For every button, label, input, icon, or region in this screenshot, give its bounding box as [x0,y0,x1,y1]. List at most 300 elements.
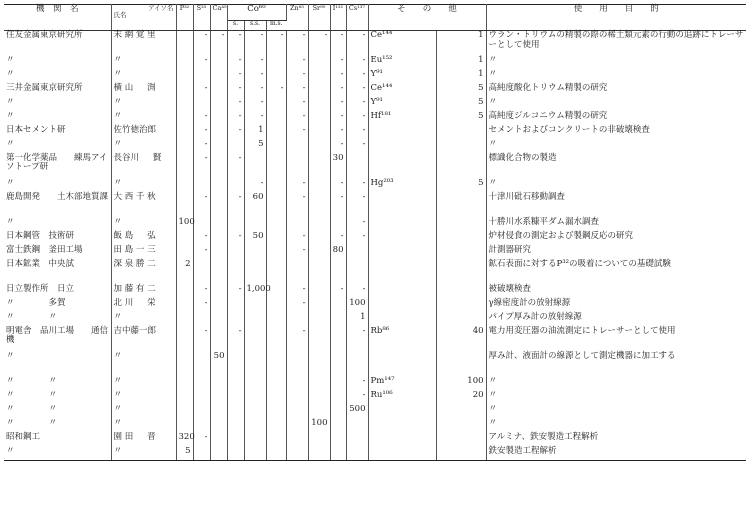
cs137-cell: - [346,84,368,98]
purpose-cell: セメントおよびコンクリートの非破壊検査 [488,124,650,135]
co-ms-cell [266,377,286,391]
sr90-cell [308,232,330,246]
co-ms-cell [266,126,286,140]
other-isotope-cell [368,126,436,140]
co-s-cell [227,313,244,327]
zn65-cell [286,419,308,433]
ca45-cell [210,140,227,154]
other-value-cell: 5 [436,179,486,193]
ca45-cell [210,154,227,179]
i131-cell [330,218,346,232]
cs137-cell: - [346,218,368,232]
sr90-cell [308,70,330,84]
other-isotope-cell [368,419,436,433]
other-value-cell: 5 [436,112,486,126]
i131-cell [330,377,346,391]
sr90-cell [308,299,330,313]
i131-cell: 80 [330,246,346,260]
sr90-cell [308,179,330,193]
ca45-cell [210,433,227,447]
header-co-s: s. [227,21,244,31]
table-row [4,31,746,56]
cs137-cell: - [346,56,368,70]
s35-cell: - [193,84,210,98]
co-ss-cell [244,218,266,232]
p32-cell: 320 [176,433,193,447]
co-ss-cell [244,327,266,352]
table-row [4,285,746,299]
purpose-cell: 厚み計、液面計の線源として測定機器に加工する [488,350,676,361]
co-ss-cell: - [244,112,266,126]
name-cell: 末 網 覚 里 [111,31,176,56]
co-ms-cell [266,433,286,447]
co-s-cell [227,447,244,461]
table-row [4,433,746,447]
co-s-cell: - [227,327,244,352]
other-isotope-cell: Y⁹¹ [368,70,436,84]
org-cell: 〃 [4,352,111,377]
table-row [4,419,746,433]
purpose-cell: アルミナ、鉄安製造工程解析 [488,431,599,442]
i131-cell: - [330,179,346,193]
header-other: そ の 他 [368,5,486,31]
s35-cell [193,179,210,193]
cs137-cell: 1 [346,313,368,327]
p32-cell [176,154,193,179]
zn65-cell: - [286,285,308,299]
zn65-cell [286,313,308,327]
other-isotope-cell [368,405,436,419]
co-s-cell: - [227,98,244,112]
other-isotope-cell [368,140,436,154]
s35-cell [193,391,210,405]
org-cell: 富士鉄鋼 釜田工場 [4,246,111,260]
table-row [4,352,746,377]
org-cell: 第一化学薬品 練馬アイソトープ研 [4,154,111,179]
i131-cell: 30 [330,154,346,179]
zn65-cell: - [286,232,308,246]
ca45-cell [210,84,227,98]
header-s35: S³⁵ [193,5,210,31]
p32-cell: 100 [176,218,193,232]
other-value-cell: 20 [436,391,486,405]
name-cell: 佐竹徳治郎 [111,126,176,140]
name-cell: 〃 [111,377,176,391]
sr90-cell [308,126,330,140]
p32-cell [176,391,193,405]
sr90-cell [308,391,330,405]
org-cell: 日本鋼管 技術研 [4,232,111,246]
zn65-cell: - [286,327,308,352]
cs137-cell [346,419,368,433]
purpose-cell: 〃 [488,177,498,188]
sr90-cell [308,84,330,98]
cs137-cell: - [346,31,368,56]
cs137-cell [346,246,368,260]
cs137-cell: - [346,98,368,112]
zn65-cell [286,140,308,154]
table-row [4,447,746,461]
org-cell: 〃 〃 [4,405,111,419]
org-cell: 〃 〃 [4,313,111,327]
i131-cell [330,352,346,377]
co-ss-cell: - [244,31,266,56]
co-s-cell: - [227,232,244,246]
co-ms-cell [266,352,286,377]
co-s-cell [227,433,244,447]
other-isotope-cell [368,232,436,246]
zn65-cell [286,218,308,232]
co-ss-cell: 1,000 [244,285,266,299]
sr90-cell [308,327,330,352]
purpose-cell: 鉄安製造工程解析 [486,447,746,461]
co-ss-cell [244,447,266,461]
org-cell: 住友金属東京研究所 [4,31,111,56]
s35-cell [193,377,210,391]
co-ss-cell [244,260,266,285]
other-isotope-cell [368,285,436,299]
co-ss-cell: - [244,179,266,193]
purpose-cell: 〃 [488,403,498,414]
co-s-cell [227,405,244,419]
zn65-cell [286,154,308,179]
zn65-cell: - [286,299,308,313]
other-isotope-cell: Rb⁸⁶ [368,327,436,352]
i131-cell: - [330,140,346,154]
other-value-cell: 5 [436,84,486,98]
co-s-cell [227,140,244,154]
other-value-cell: 100 [436,377,486,391]
co-ss-cell [244,377,266,391]
purpose-cell: 〃 [488,96,498,107]
other-value-cell [436,154,486,179]
p32-cell [176,232,193,246]
ca45-cell [210,405,227,419]
org-cell: 〃 〃 [4,377,111,391]
cs137-cell: - [346,179,368,193]
purpose-cell: 炉材侵食の測定および製鋼反応の研究 [488,230,634,241]
s35-cell [193,98,210,112]
co-ss-cell [244,299,266,313]
cs137-cell: 500 [346,405,368,419]
header-name [111,5,176,31]
name-cell: 〃 [111,98,176,112]
table-row [4,154,746,179]
cs137-cell: - [346,112,368,126]
co-ms-cell [266,154,286,179]
co-s-cell: - [227,70,244,84]
other-value-cell [436,246,486,260]
name-cell: 〃 [111,447,176,461]
cs137-cell: - [346,377,368,391]
cs137-cell: - [346,140,368,154]
other-isotope-cell: Y⁹¹ [368,98,436,112]
s35-cell [193,405,210,419]
co-s-cell [227,260,244,285]
purpose-cell: 標識化合物の製造 [488,152,557,163]
other-isotope-cell [368,218,436,232]
header-name-label: 氏名 [113,11,127,20]
ca45-cell [210,112,227,126]
i131-cell [330,299,346,313]
name-cell: 長谷川 賢 [111,154,176,179]
table-row [4,70,746,84]
co-s-cell: - [227,285,244,299]
sr90-cell [308,405,330,419]
table-row [4,391,746,405]
i131-cell [330,313,346,327]
header-co-ms: m.s. [266,21,286,31]
co-s-cell: - [227,154,244,179]
ca45-cell: - [210,31,227,56]
zn65-cell: - [286,112,308,126]
purpose-cell: 電力用変圧器の油流測定にトレーサーとして使用 [488,325,676,336]
co-ms-cell: - [266,31,286,56]
org-cell: 〃 [4,140,111,154]
co-s-cell [227,377,244,391]
sr90-cell [308,447,330,461]
name-cell: 吉中藤一郎 [111,327,176,352]
p32-cell [176,405,193,419]
co-ss-cell [244,405,266,419]
i131-cell [330,260,346,285]
other-value-cell [436,193,486,218]
other-value-cell [436,232,486,246]
name-cell: 深 泉 勝 二 [111,260,176,285]
i131-cell [330,447,346,461]
i131-cell: - [330,70,346,84]
p32-cell [176,126,193,140]
other-isotope-cell [368,246,436,260]
p32-cell [176,193,193,218]
purpose-cell: 高純度ジルコニウム精製の研究 [488,110,608,121]
org-cell: 〃 多賀 [4,299,111,313]
table-row [4,179,746,193]
i131-cell [330,405,346,419]
purpose-cell: 被破壊検査 [488,283,532,294]
other-value-cell [436,313,486,327]
co-ms-cell [266,447,286,461]
ca45-cell [210,447,227,461]
other-value-cell [436,419,486,433]
zn65-cell: - [286,31,308,56]
cs137-cell: - [346,232,368,246]
co-ms-cell [266,405,286,419]
ca45-cell [210,193,227,218]
org-cell: 鹿島開発 土木部地質課 [4,193,111,218]
s35-cell: - [193,126,210,140]
other-value-cell [436,447,486,461]
co-ss-cell [244,391,266,405]
org-cell: 〃 〃 [4,419,111,433]
table-row [4,260,746,285]
s35-cell: - [193,112,210,126]
purpose-cell: 〃 [488,68,498,79]
p32-cell [176,56,193,70]
isotope-usage-table [4,4,746,461]
co-ms-cell [266,419,286,433]
purpose-cell: γ線密度計の放射線源 [488,297,571,308]
p32-cell: 2 [176,260,193,285]
p32-cell [176,84,193,98]
co-ss-cell: - [244,70,266,84]
s35-cell: - [193,327,210,352]
i131-cell: - [330,31,346,56]
co-ss-cell: 5 [244,140,266,154]
name-cell: 〃 [111,313,176,327]
purpose-cell: 高純度酸化トリウム精製の研究 [488,82,608,93]
s35-cell [193,218,210,232]
p32-cell [176,98,193,112]
ca45-cell [210,299,227,313]
header-org: 機 関 名 [4,5,111,31]
other-value-cell [436,405,486,419]
co-ms-cell [266,179,286,193]
co-s-cell [227,391,244,405]
co-ms-cell [266,218,286,232]
zn65-cell [286,447,308,461]
other-isotope-cell [368,299,436,313]
i131-cell [330,419,346,433]
co-s-cell: - [227,112,244,126]
other-value-cell [436,352,486,377]
other-isotope-cell [368,447,436,461]
table-row [4,232,746,246]
table-row [4,246,746,260]
org-cell: 三井金属東京研究所 [4,84,111,98]
co-ss-cell: 50 [244,232,266,246]
co-ss-cell: 60 [244,193,266,218]
ca45-cell [210,419,227,433]
other-isotope-cell: Hf¹⁸¹ [368,112,436,126]
purpose-cell: 〃 [488,138,498,149]
table-row [4,377,746,391]
other-value-cell [436,299,486,313]
other-isotope-cell: Ru¹⁰⁶ [368,391,436,405]
sr90-cell [308,246,330,260]
other-value-cell: 5 [436,98,486,112]
sr90-cell [308,260,330,285]
zn65-cell: - [286,179,308,193]
zn65-cell: - [286,56,308,70]
ca45-cell [210,313,227,327]
sr90-cell [308,193,330,218]
co-ms-cell [266,112,286,126]
cs137-cell: - [346,126,368,140]
org-cell: 日本鉱業 中央試 [4,260,111,285]
co-s-cell: - [227,193,244,218]
purpose-cell: 〃 [488,417,498,428]
p32-cell [176,31,193,56]
table-row [4,193,746,218]
table-row [4,98,746,112]
name-cell: 横 山 渕 [111,84,176,98]
sr90-cell [308,140,330,154]
p32-cell [176,419,193,433]
co-ms-cell [266,260,286,285]
co-s-cell [227,246,244,260]
ca45-cell: 50 [210,352,227,377]
zn65-cell [286,260,308,285]
other-value-cell: 40 [436,327,486,352]
zn65-cell: - [286,126,308,140]
cs137-cell: - [346,391,368,405]
s35-cell [193,352,210,377]
s35-cell: - [193,433,210,447]
table-row [4,126,746,140]
co-ms-cell [266,327,286,352]
purpose-cell: 〃 [488,389,498,400]
s35-cell: - [193,232,210,246]
header-p32: P³² [176,5,193,31]
other-isotope-cell [368,313,436,327]
zn65-cell [286,405,308,419]
ca45-cell [210,179,227,193]
org-cell: 日立製作所 日立 [4,285,111,299]
i131-cell: - [330,98,346,112]
sr90-cell [308,154,330,179]
co-ms-cell [266,391,286,405]
other-value-cell [436,140,486,154]
co-s-cell: - [227,31,244,56]
other-value-cell [436,433,486,447]
co-s-cell [227,352,244,377]
zn65-cell [286,352,308,377]
table-row [4,140,746,154]
ca45-cell [210,377,227,391]
s35-cell: - [193,193,210,218]
co-ss-cell [244,419,266,433]
other-value-cell [436,260,486,285]
name-cell: 〃 [111,56,176,70]
cs137-cell: - [346,193,368,218]
s35-cell: - [193,246,210,260]
co-s-cell: - [227,84,244,98]
i131-cell: - [330,56,346,70]
name-cell: 〃 [111,218,176,232]
p32-cell [176,70,193,84]
table-row [4,299,746,313]
ca45-cell [210,232,227,246]
co-ms-cell [266,193,286,218]
header-co60: Co⁶⁰ [227,5,286,21]
p32-cell [176,112,193,126]
zn65-cell: - [286,193,308,218]
co-ss-cell [244,433,266,447]
i131-cell: - [330,285,346,299]
p32-cell: 5 [176,447,193,461]
p32-cell [176,140,193,154]
co-ss-cell: - [244,56,266,70]
s35-cell: - [193,56,210,70]
co-s-cell: - [227,56,244,70]
other-value-cell: 1 [436,56,486,70]
name-cell: 〃 [111,70,176,84]
purpose-cell: 十勝川水系糠平ダム漏水調査 [488,216,600,227]
header-name-top: アイソ名 [148,4,174,12]
org-cell: 日本セメント研 [4,126,111,140]
table-row [4,56,746,70]
table-row [4,405,746,419]
name-cell: 飯 島 弘 [111,232,176,246]
header-zn65: Zn⁶⁵ [286,5,308,31]
name-cell: 北 川 栄 [111,299,176,313]
header-i131: I¹³¹ [330,5,346,31]
other-value-cell [436,126,486,140]
zn65-cell: - [286,98,308,112]
sr90-cell [308,377,330,391]
co-ms-cell [266,70,286,84]
